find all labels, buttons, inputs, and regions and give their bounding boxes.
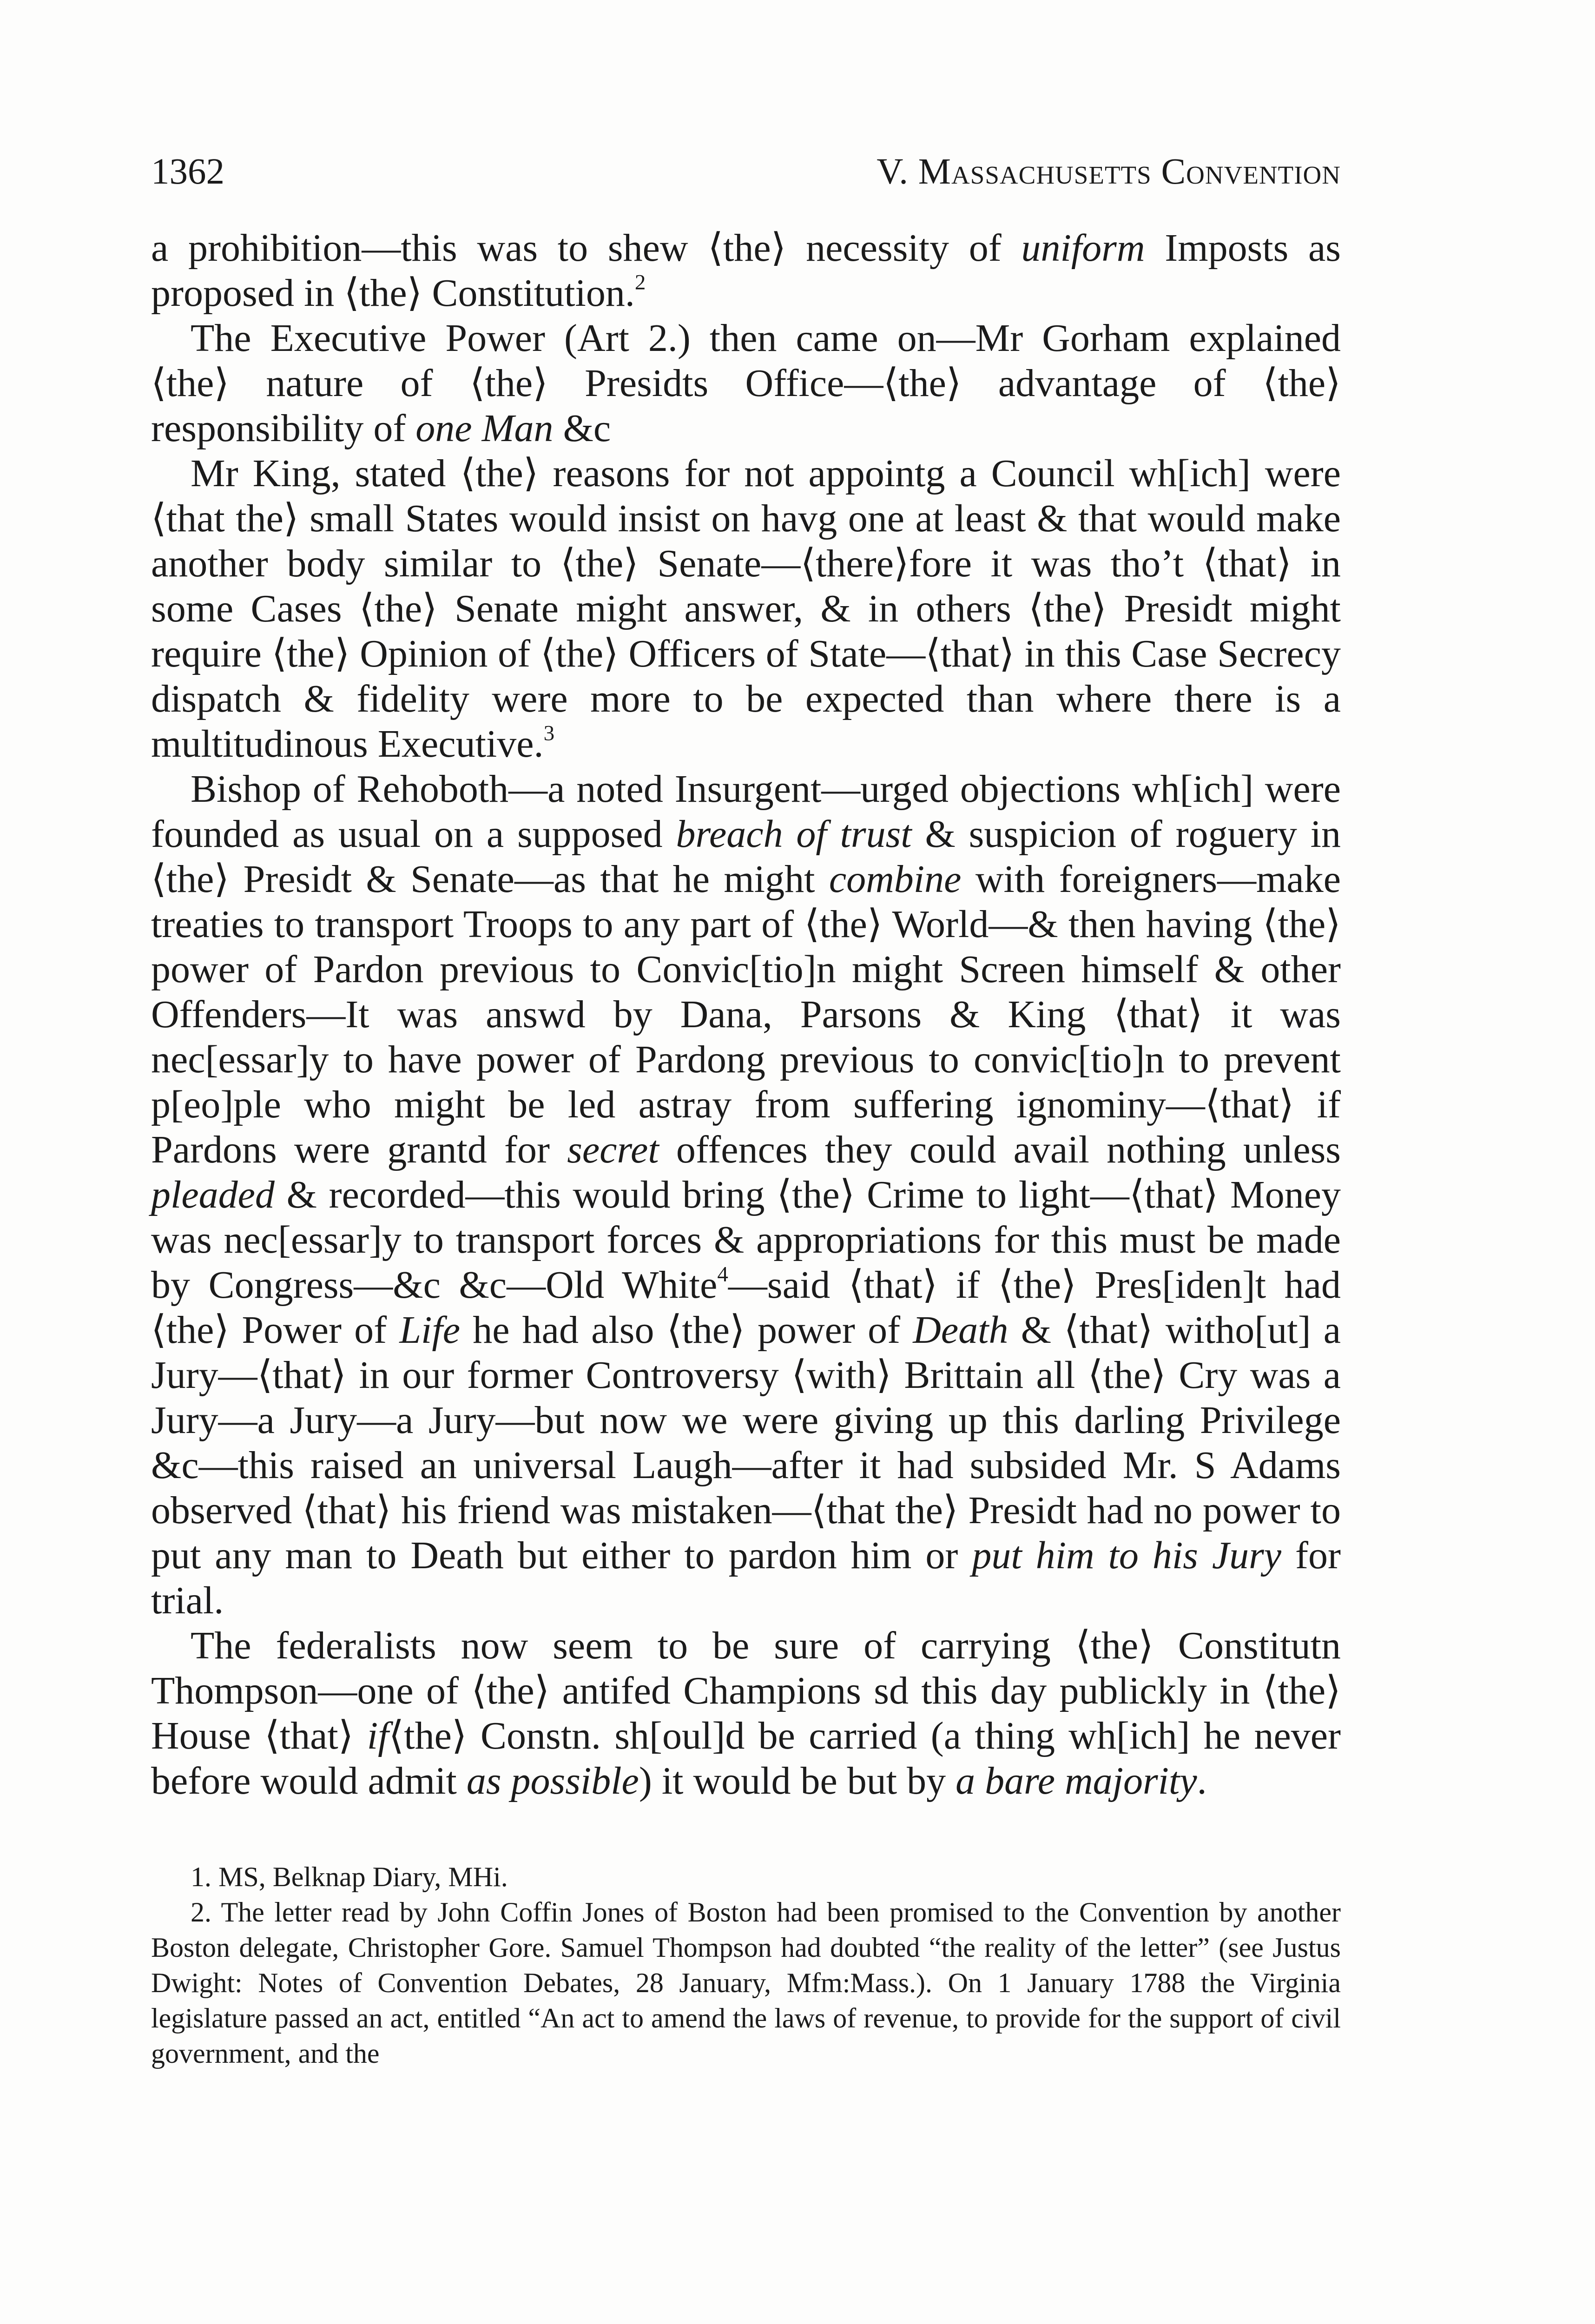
emphasis-one-man: one Man — [415, 407, 554, 450]
footnote-ref-4: 4 — [717, 1262, 728, 1287]
footnote-ref-2: 2 — [634, 270, 646, 295]
paragraph-bishop: Bishop of Rehoboth—a noted Insurgent—urged objections wh[ich] were founded as usual on a supposed breach of trust & suspicion of roguery in ⟨the⟩ Presidt & Senate—as that he might combine with foreigners—make treaties to transport Troops to any part of ⟨the⟩ World—& then having ⟨the⟩ power of Pardon previous to Convic[tio]n might Screen himself & other Offenders—It was answd by Dana, Parsons & King ⟨that⟩ it was nec[essar]y to have power of Pardong previous to convic[tio]n to prevent p[eo]ple who might be led astray from suffering ignominy—⟨that⟩ if Pardons were grantd for secret offences they could avail nothing unless pleaded & recorded—this would bring ⟨the⟩ Crime to light—⟨that⟩ Money was nec[essar]y to transport forces & appropriations for this must be made by Congress—&c &c—Old White$^4$—said ⟨that⟩ if ⟨the⟩ Pres[iden]t had ⟨the⟩ Power of Life he had also ⟨the⟩ power of Death & ⟨that⟩ witho[ut] a Jury—⟨that⟩ in our former Controversy ⟨with⟩ Brittain all ⟨the⟩ Cry was a Jury—a Jury—a Jury—but now we were giving up this darling Privilege &c—this raised an universal Laugh—after it had subsided Mr. S Adams observed ⟨that⟩ his friend was mistaken—⟨that the⟩ Presidt had no power to put any man to Death but either to pardon him or put him to his Jury for trial. — [151, 767, 1341, 1622]
page-number: 1362 — [151, 152, 224, 192]
paragraph-prohibition: a prohibition—this was to shew ⟨the⟩ necessity of uniform Imposts as proposed in ⟨the⟩ Constitution.$^2$ — [151, 226, 1341, 315]
running-title: V. Massachusetts Convention — [877, 152, 1341, 192]
footnotes — [151, 1859, 1341, 2071]
running-head — [151, 142, 1341, 202]
paragraph-executive-power: The Executive Power (Art 2.) then came on—Mr Gorham explained ⟨the⟩ nature of ⟨the⟩ Presidts Office—⟨the⟩ advantage of ⟨the⟩ responsibility of one Man &c — [151, 317, 1341, 450]
emphasis-uniform: uniform — [1021, 226, 1145, 270]
main-text — [151, 225, 1341, 1803]
paragraph-federalists: The federalists now seem to be sure of carrying ⟨the⟩ Constitutn Thompson—one of ⟨the⟩ antifed Champions sd this day publickly in ⟨the⟩ House ⟨that⟩ if⟨the⟩ Constn. sh[oul]d be carried (a thing wh[ich] he never before would admit as possible) it would be but by a bare majority. — [151, 1624, 1341, 1802]
paragraph-king: Mr King, stated ⟨the⟩ reasons for not appointg a Council wh[ich] were ⟨that the⟩ small States would insist on havg one at least & that would make another body similar to ⟨the⟩ Senate—⟨there⟩fore it was tho’t ⟨that⟩ in some Cases ⟨the⟩ Senate might answer, & in others ⟨the⟩ Presidt might require ⟨the⟩ Opinion of ⟨the⟩ Officers of State—⟨that⟩ in this Case Secrecy dispatch & fidelity were more to be expected than where there is a multitudinous Executive.$^3$ — [151, 452, 1341, 766]
footnote-ref-3: 3 — [543, 721, 555, 746]
footnote-1: 1. MS, Belknap Diary, MHi. — [191, 1862, 508, 1892]
footnote-2: 2. The letter read by John Coffin Jones of Boston had been promised to the Convention by another Boston delegate, Christopher Gore. Samuel Thompson had doubted “the reality of the letter” (see Justus Dwight: Notes of Convention Debates, 28 January, Mfm:Mass.). On 1 January 1788 the Virginia legislature passed an act, entitled “An act to amend the laws of revenue, to provide for the support of civil government, and the — [151, 1897, 1341, 2069]
